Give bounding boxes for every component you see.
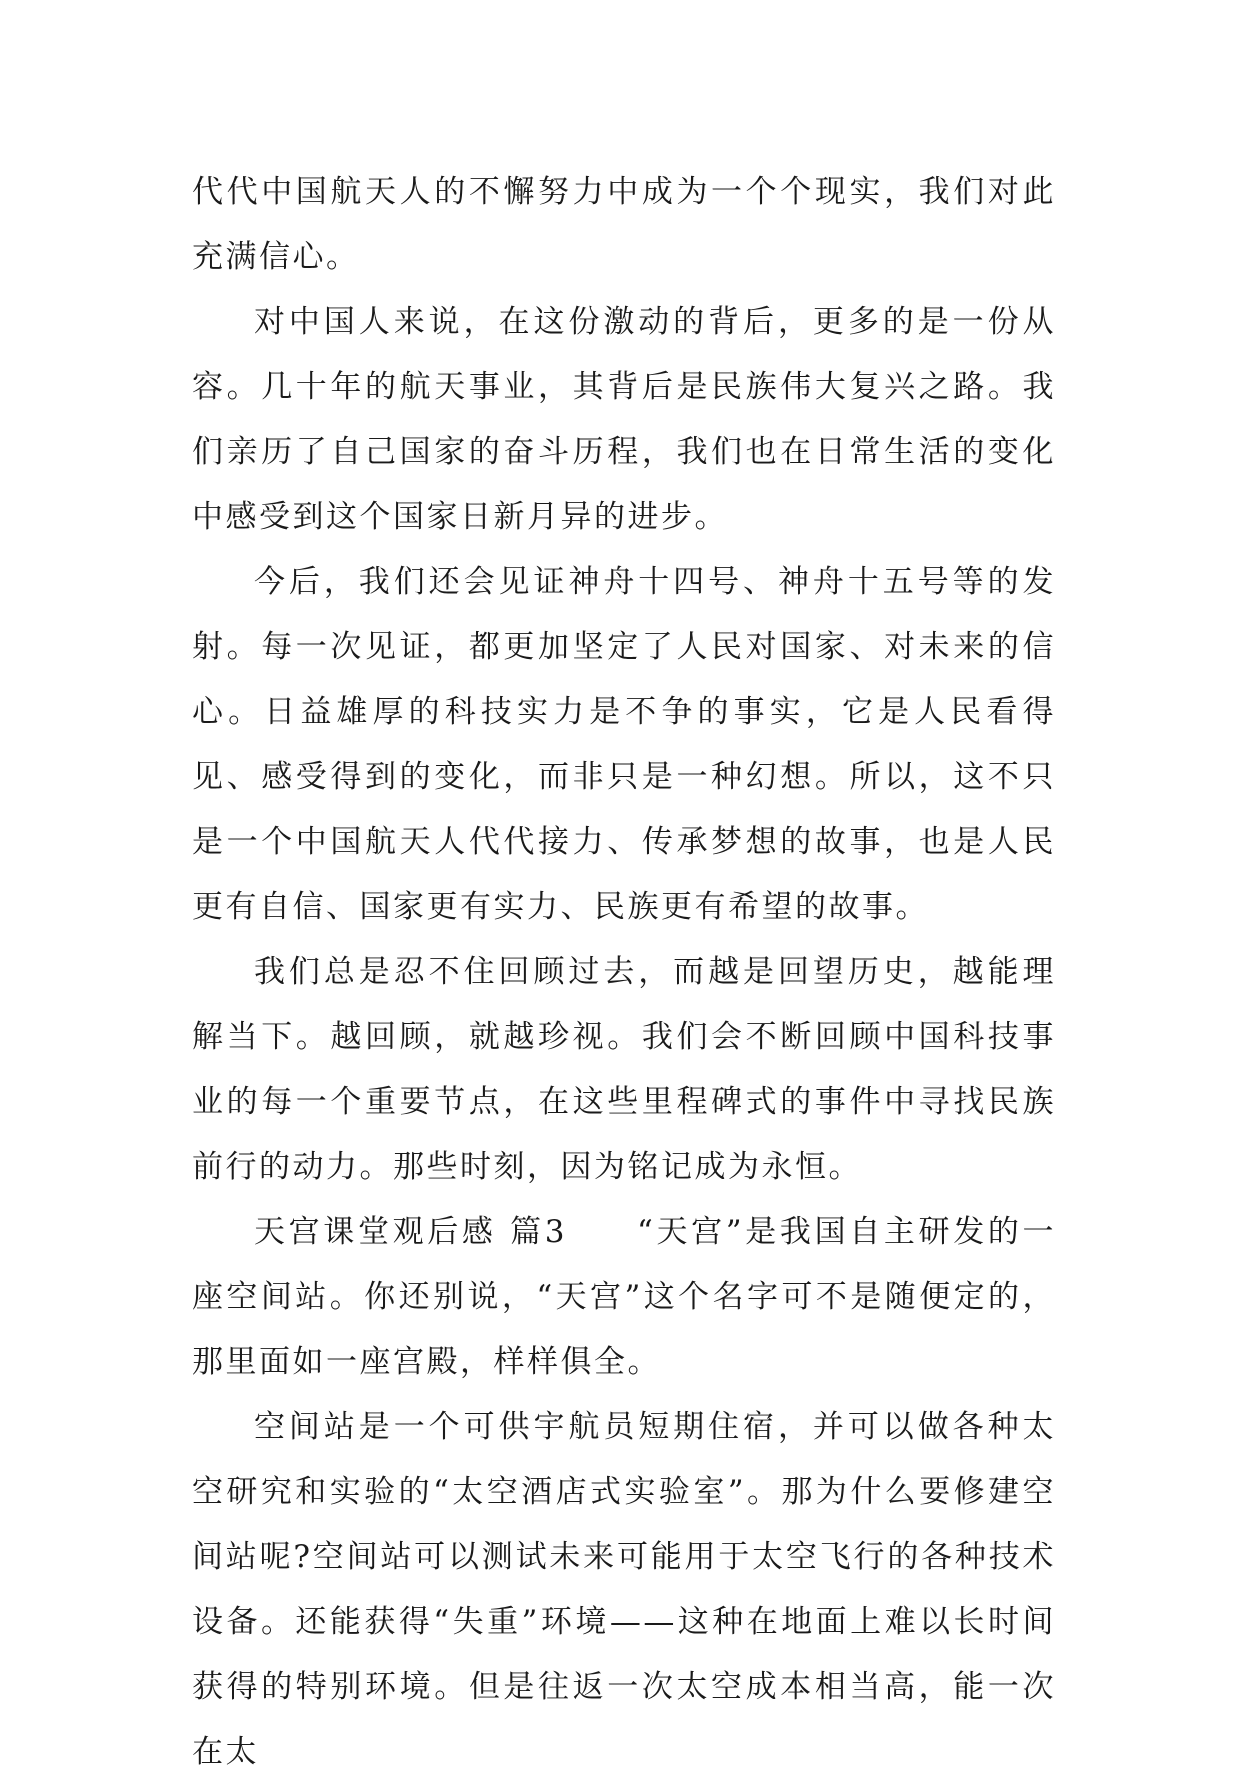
paragraph-section-3 (192, 1200, 1056, 1395)
paragraph-looking-back: 我们总是忍不住回顾过去，而越是回望历史，越能理解当下。越回顾，就越珍视。我们会不断回顾中国科技事业的每一个重要节点，在这些里程碑式的事件中寻找民族前行的动力。那些时刻，因为铭记成为永恒。 (192, 954, 1056, 1185)
section-heading: 天宫课堂观后感 篇3 (254, 1214, 567, 1250)
section-intro: “天宫”是我国自主研发的一座空间站。你还别说，“天宫”这个名字可不是随便定的，那里面如一座宫殿，样样俱全。 (192, 1214, 1057, 1380)
paragraph-composure: 对中国人来说，在这份激动的背后，更多的是一份从容。几十年的航天事业，其背后是民族伟大复兴之路。我们亲历了自己国家的奋斗历程，我们也在日常生活的变化中感受到这个国家日新月异的进步。 (192, 304, 1056, 535)
paragraph-continuation: 代代中国航天人的不懈努力中成为一个个现实，我们对此充满信心。 (192, 174, 1056, 275)
paragraph-space-station: 空间站是一个可供宇航员短期住宿，并可以做各种太空研究和实验的“太空酒店式实验室”。那为什么要修建空间站呢?空间站可以测试未来可能用于太空飞行的各种技术设备。还能获得“失重”环境——这种在地面上难以长时间获得的特别环境。但是往返一次太空成本相当高，能一次在太 (192, 1409, 1056, 1770)
paragraph-future-launches: 今后，我们还会见证神舟十四号、神舟十五号等的发射。每一次见证，都更加坚定了人民对国家、对未来的信心。日益雄厚的科技实力是不争的事实，它是人民看得见、感受得到的变化，而非只是一种幻想。所以，这不只是一个中国航天人代代接力、传承梦想的故事，也是人民更有自信、国家更有实力、民族更有希望的故事。 (192, 564, 1056, 925)
document-body (192, 160, 1056, 1785)
